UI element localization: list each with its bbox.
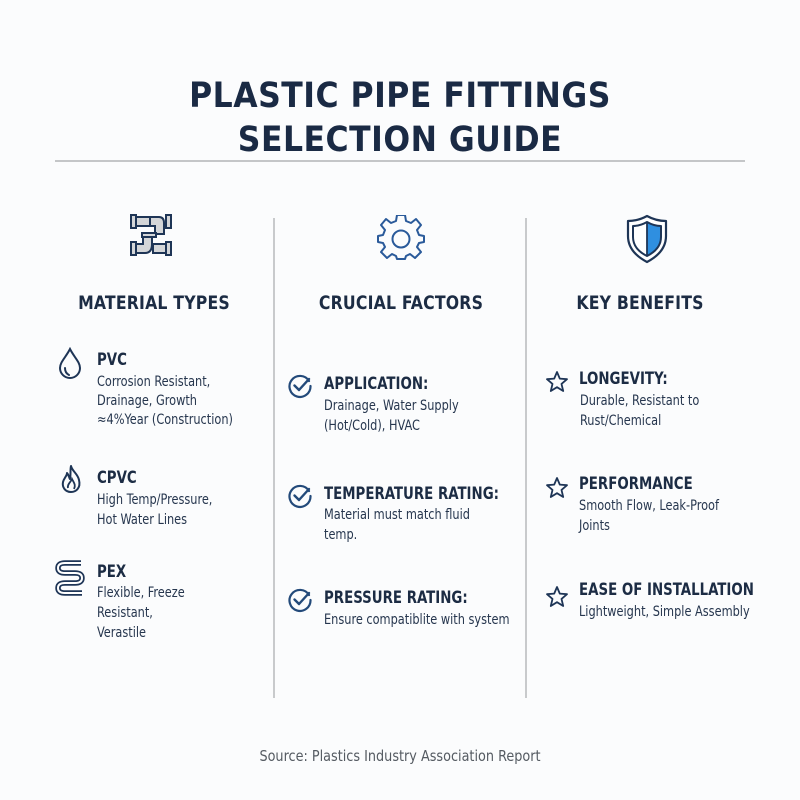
item-desc-line: Ensure compatiblite with system [324, 612, 510, 628]
item-title: PRESSURE RATING: [324, 588, 468, 607]
column-divider-1 [273, 218, 275, 698]
star-icon [545, 370, 569, 394]
column-divider-2 [525, 218, 527, 698]
item-desc-line: Joints [579, 518, 610, 534]
item-title: LONGEVITY: [579, 369, 668, 388]
item-desc-line: Hot Water Lines [97, 512, 188, 528]
title-divider [55, 160, 745, 162]
flame-icon [59, 464, 85, 494]
star-icon [545, 476, 569, 500]
star-icon [545, 585, 569, 609]
title-line-1: PLASTIC PIPE FITTINGS [189, 76, 611, 116]
item-desc-line: Corrosion Resistant, [97, 374, 211, 390]
item-desc-line: (Hot/Cold), HVAC [324, 418, 420, 434]
pipe-fittings-icon [129, 213, 173, 257]
check-circle-icon [287, 373, 313, 399]
shield-icon [626, 214, 668, 264]
item-desc-line: High Temp/Pressure, [97, 492, 213, 508]
item-desc-line: Drainage, Water Supply [324, 398, 459, 414]
item-desc-line: Flexible, Freeze [97, 585, 185, 601]
item-desc-line: Smooth Flow, Leak-Proof [579, 498, 719, 514]
item-desc-line: Lightweight, Simple Assembly [579, 604, 750, 620]
item-title: APPLICATION: [324, 374, 429, 393]
item-title: EASE OF INSTALLATION [579, 580, 754, 599]
check-circle-icon [287, 587, 313, 613]
gear-icon [377, 215, 425, 263]
item-title: PERFORMANCE [579, 474, 693, 493]
item-desc-line: temp. [324, 527, 358, 543]
item-desc-line: Durable, Resistant to [580, 393, 700, 409]
water-drop-icon [57, 347, 83, 379]
item-title: PVC [97, 350, 127, 369]
item-desc-line: Rust/Chemical [580, 413, 662, 429]
item-desc-line: Resistant, [97, 605, 153, 621]
check-circle-icon [287, 483, 313, 509]
page-title [0, 74, 800, 162]
coiled-pipe-icon [55, 560, 85, 596]
title-line-2: SELECTION GUIDE [237, 120, 563, 160]
item-desc-line: Material must match fluid [324, 507, 470, 523]
item-desc-line: Drainage, Growth [97, 393, 197, 409]
column-heading: CRUCIAL FACTORS [318, 292, 484, 314]
item-desc-line: Verastile [97, 625, 146, 641]
item-title: PEX [97, 562, 127, 581]
item-title: TEMPERATURE RATING: [324, 484, 500, 503]
column-heading: KEY BENEFITS [576, 292, 704, 314]
column-heading: MATERIAL TYPES [78, 292, 230, 314]
item-desc-line: ≈4%Year (Construction) [97, 412, 233, 428]
source-citation: Source: Plastics Industry Association Report [259, 747, 541, 765]
item-title: CPVC [97, 468, 137, 487]
